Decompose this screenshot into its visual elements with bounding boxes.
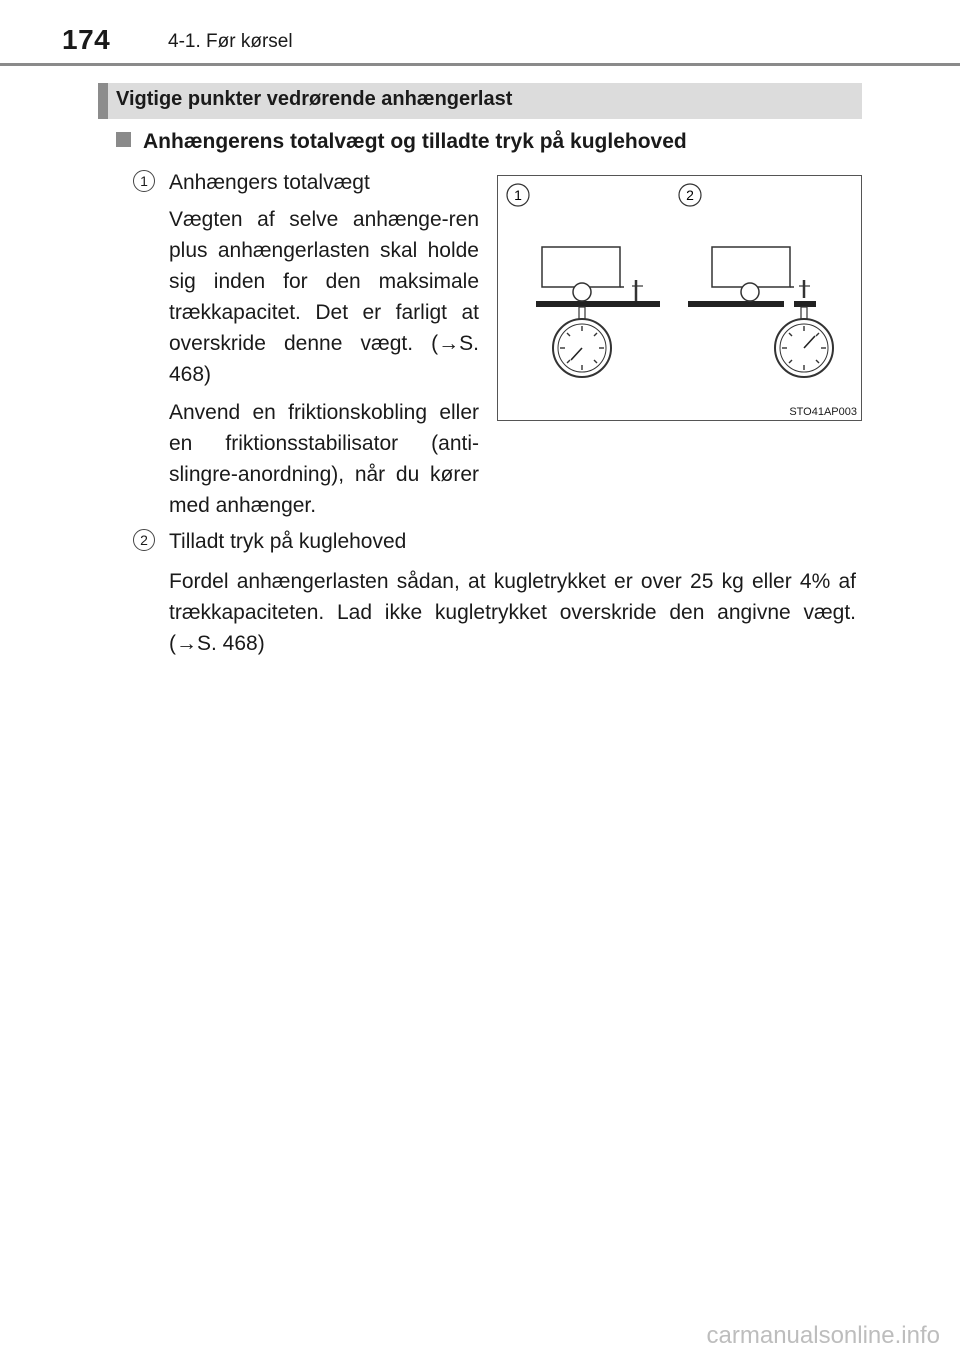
figure-label-2: 2 <box>686 187 694 203</box>
wheel-icon <box>741 283 759 301</box>
scene-total-weight <box>536 247 660 377</box>
item-1-paragraph-2: Anvend en friktionskobling eller en friktionsstabilisator (anti-slingre-anordning), når du kører med anhænger. <box>169 401 479 517</box>
item-number-2: 2 <box>133 529 155 551</box>
square-bullet-icon <box>116 132 131 147</box>
ground-bar-icon <box>688 301 784 307</box>
figure-callout-2 <box>679 184 701 206</box>
figure-callout-1 <box>507 184 529 206</box>
wheel-icon <box>573 283 591 301</box>
scale-platform-icon <box>794 301 816 307</box>
page-number: 174 <box>62 24 111 55</box>
trailer-box-icon <box>712 247 790 287</box>
item-title-2: Tilladt tryk på kuglehoved <box>169 530 407 553</box>
trailer-box-icon <box>542 247 620 287</box>
header-divider <box>0 63 960 66</box>
scene-tongue-weight <box>688 247 833 377</box>
figure-label-1: 1 <box>514 187 522 203</box>
watermark-text: carmanualsonline.info <box>706 1322 940 1349</box>
trailer-scale-illustration <box>498 176 861 420</box>
section-title-box <box>98 83 862 119</box>
item-1-paragraph-1: Vægten af selve anhænge-ren plus anhængerlasten skal holde sig inden for den maksimale trækkapacitet. Det er farligt at overskride denne vægt. (→S. 468) <box>169 208 479 386</box>
figure-code: STO41AP003 <box>789 406 857 418</box>
section-label: 4-1. Før kørsel <box>168 31 293 52</box>
subheading <box>116 130 687 154</box>
section-title: Vigtige punkter vedrørende anhængerlast <box>116 88 513 110</box>
page-header <box>0 0 960 68</box>
item-title-1: Anhængers totalvægt <box>169 171 370 194</box>
scale-platform-icon <box>536 301 660 307</box>
item-number-1: 1 <box>133 170 155 192</box>
trailer-weight-figure <box>497 175 862 421</box>
subheading-text: Anhængerens totalvægt og tilladte tryk på kuglehoved <box>143 130 687 153</box>
item-2-paragraph-1: Fordel anhængerlasten sådan, at kugletrykket er over 25 kg eller 4% af trækkapaciteten. Lad ikke kugletrykket overskride den angivne vægt. (→S. 468) <box>169 570 856 655</box>
